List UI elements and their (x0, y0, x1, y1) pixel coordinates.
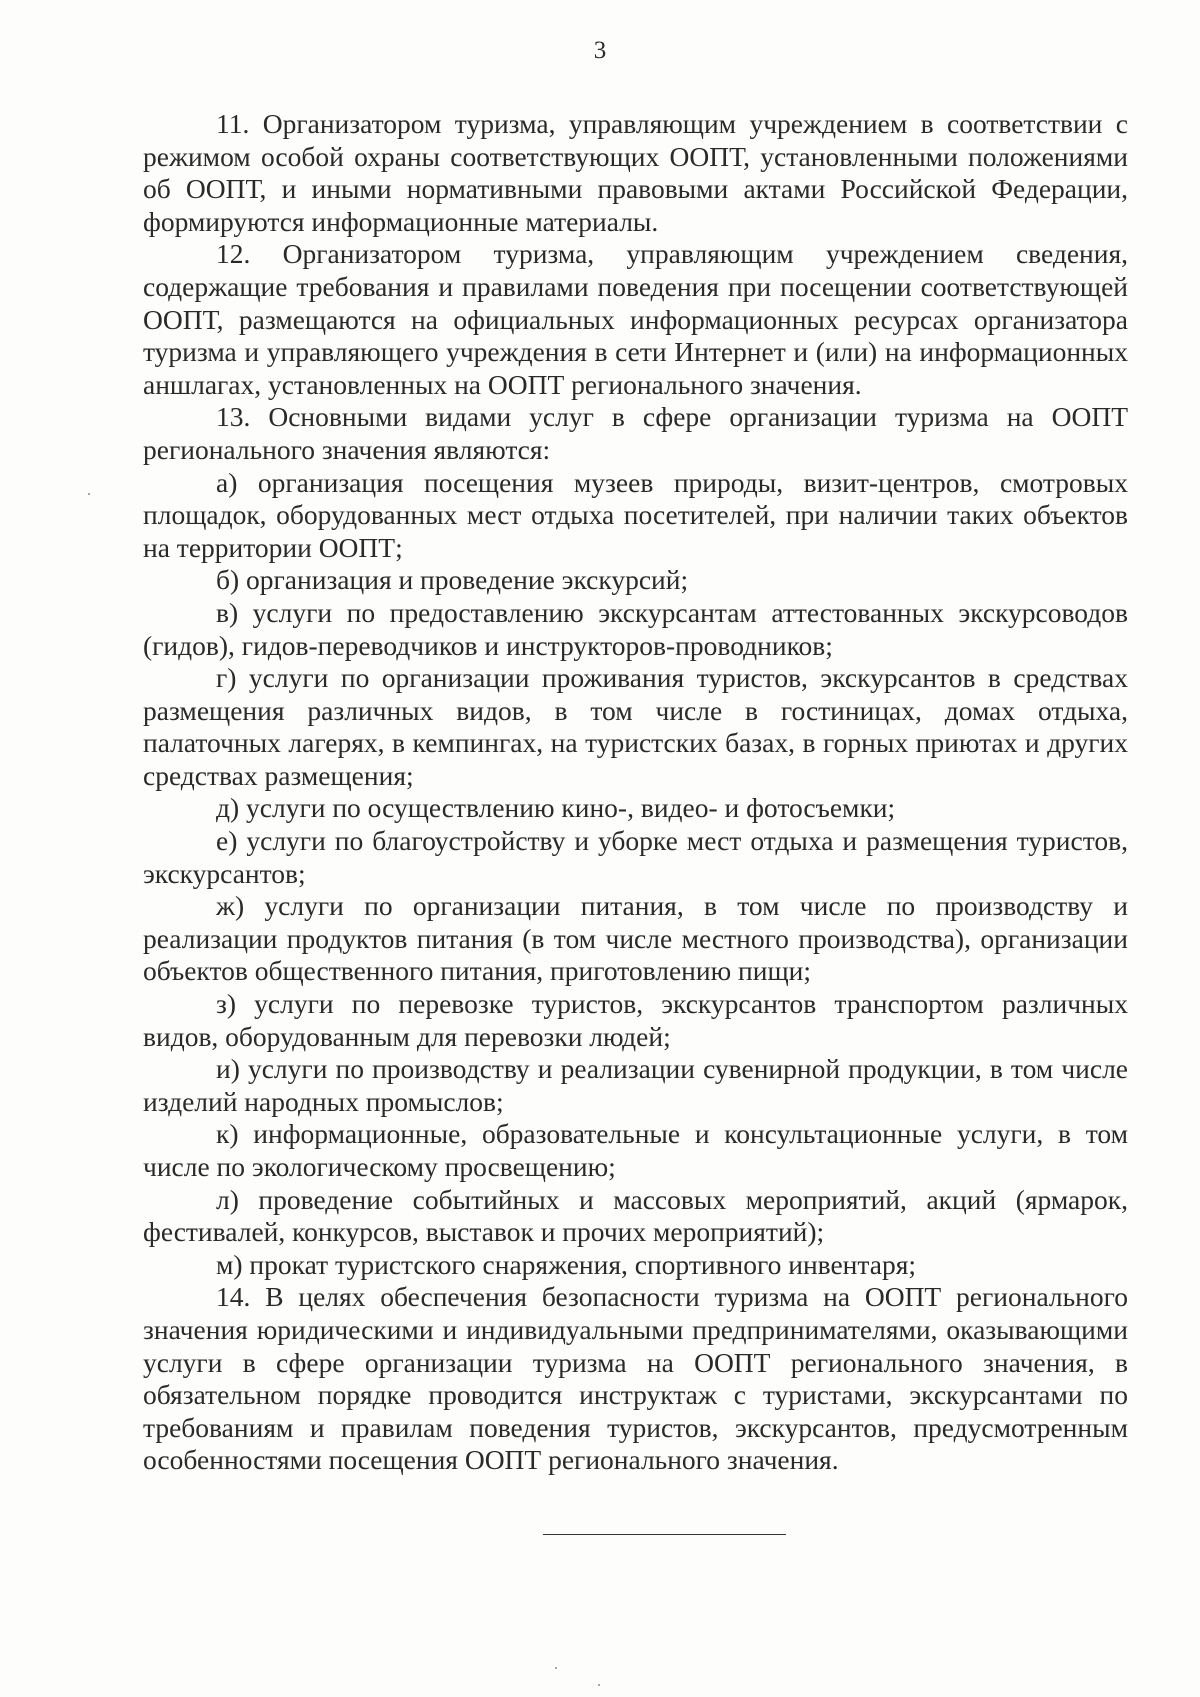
list-item-i: и) услуги по производству и реализации сувенирной продукции, в том числе изделий народных промыслов; (143, 1053, 1128, 1117)
document-body (143, 108, 1128, 1477)
scan-speck (598, 1684, 600, 1686)
list-item-v: в) услуги по предоставлению экскурсантам аттестованных экскурсоводов (гидов), гидов-переводчиков и инструкторов-проводников; (143, 596, 1128, 661)
list-item-g: г) услуги по организации проживания туристов, экскурсантов в средствах размещения различных видов, в том числе в гостиницах, домах отдыха, палаточных лагерях, в кемпингах, на туристских базах, в горных приютах и других средствах размещения; (143, 662, 1128, 791)
page-number: 3 (593, 37, 607, 64)
paragraph-14: 14. В целях обеспечения безопасности туризма на ООПТ регионального значения юридическими и индивидуальными предпринимателями, оказывающими услуги в сфере организации туризма на ООПТ регионального значения, в обязательном порядке проводится инструктаж с туристами, экскурсантами по требованиям и правилам поведения туристов, экскурсантов, предусмотренным особенностями посещения ООПТ регионального значения. (143, 1281, 1128, 1476)
list-item-z: з) услуги по перевозке туристов, экскурсантов транспортом различных видов, оборудованным для перевозки людей; (143, 988, 1128, 1052)
list-item-a: а) организация посещения музеев природы, визит-центров, смотровых площадок, оборудованных мест отдыха посетителей, при наличии таких объектов на территории ООПТ; (143, 466, 1128, 563)
paragraph-11: 11. Организатором туризма, управляющим учреждением в соответствии с режимом особой охраны соответствующих ООПТ, установленными положениями об ООПТ, и иными нормативными правовыми актами Российской Федерации, формируются информационные материалы. (143, 108, 1128, 237)
list-item-l: л) проведение событийных и массовых мероприятий, акций (ярмарок, фестивалей, конкурсов, выставок и прочих мероприятий); (143, 1183, 1128, 1248)
end-divider-line (543, 1534, 786, 1535)
scan-speck (555, 1667, 557, 1669)
list-item-d: д) услуги по осуществлению кино-, видео- и фотосъемки; (216, 792, 896, 824)
list-item-m: м) прокат туристского снаряжения, спортивного инвентаря; (216, 1248, 917, 1280)
paragraph-12: 12. Организатором туризма, управляющим учреждением сведения, содержащие требования и правилами поведения при посещении соответствующей ООПТ, размещаются на официальных информационных ресурсах организатора туризма и управляющего учреждения в сети Интернет и (или) на информационных аншлагах, установленных на ООПТ регионального значения. (143, 238, 1128, 400)
scan-speck (88, 493, 90, 495)
list-item-b: б) организация и проведение экскурсий; (216, 564, 689, 596)
list-item-k: к) информационные, образовательные и консультационные услуги, в том числе по экологическому просвещению; (143, 1118, 1128, 1182)
paragraph-13: 13. Основными видами услуг в сфере организации туризма на ООПТ регионального значения являются: (143, 401, 1128, 465)
list-item-e: е) услуги по благоустройству и уборке мест отдыха и размещения туристов, экскурсантов; (143, 825, 1128, 889)
list-item-zh: ж) услуги по организации питания, в том числе по производству и реализации продуктов питания (в том числе местного производства), организации объектов общественного питания, приготовлению пищи; (143, 890, 1128, 987)
